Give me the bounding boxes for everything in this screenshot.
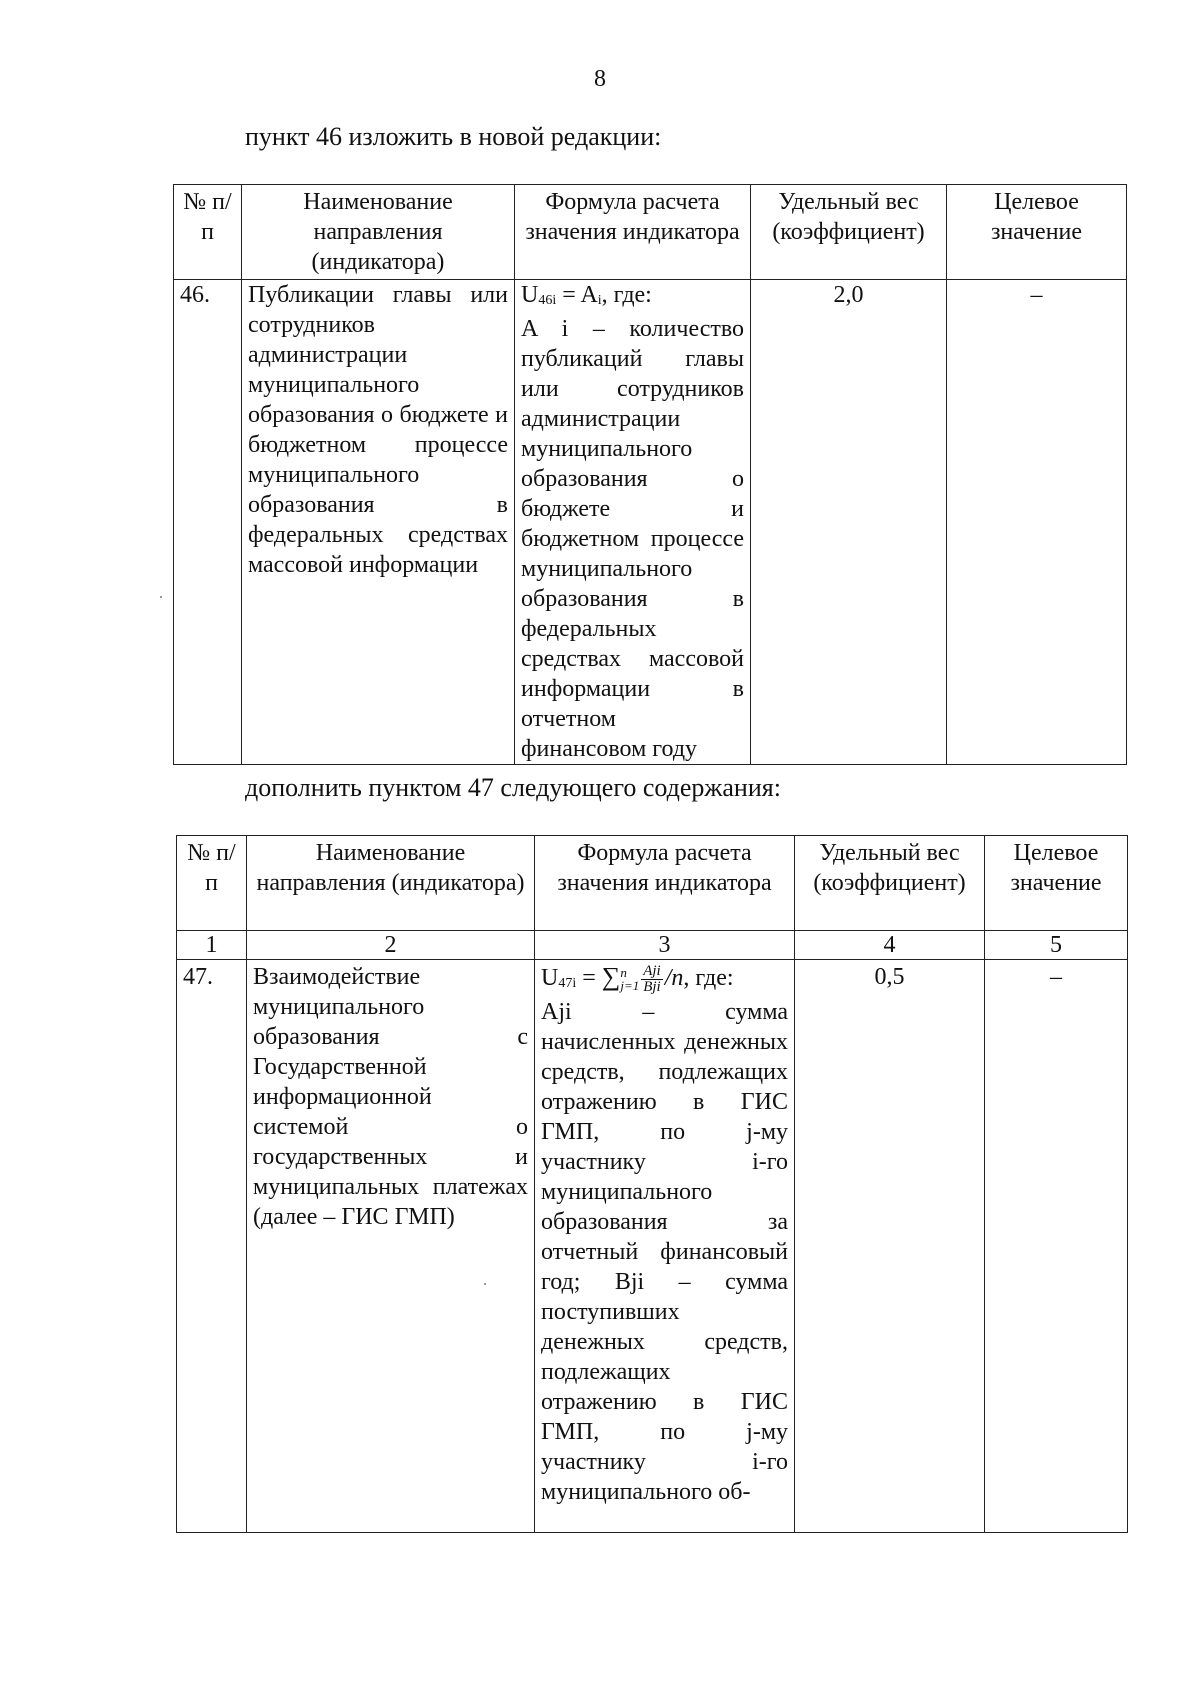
header-formula: Формула расчета значения индикатора [515, 185, 751, 280]
indicator-table-46 [173, 184, 1127, 765]
instruction-item-46: пункт 46 изложить в новой редакции: [245, 122, 662, 151]
column-number: 1 [177, 931, 247, 960]
header-number: № п/п [177, 836, 247, 931]
formula-expression: $U_{47i}$ = ∑ n j=1 $\frac{\text{Aji}}{\text{Bji}}$ /n, где: [541, 962, 734, 995]
formula-description: Aji – сумма начисленных денежных средств, подлежащих отражению в ГИС ГМП, по j-му участнику i-го муниципального образования за отчетный финансовый год; Bji – сумма поступивших денежных средств, подлежащих отражению в ГИС ГМП, по j-му участнику i-го муниципального об- [541, 999, 788, 1505]
table-header-row [177, 836, 1128, 931]
indicator-table-47 [176, 835, 1128, 1533]
row-number: 47. [177, 960, 247, 1533]
row-weight: 0,5 [795, 960, 985, 1533]
table-row [174, 280, 1127, 765]
formula-description: A i – количество публикаций главы или сотрудников администрации муниципального образования о бюджете и бюджетном процессе муниципального образования в федеральных средствах массовой информации в отчетном финансовом году [521, 316, 744, 762]
column-number: 2 [247, 931, 535, 960]
header-formula: Формула расчета значения индикатора [535, 836, 795, 931]
row-weight: 2,0 [751, 280, 947, 765]
row-formula [535, 960, 795, 1533]
row-target: – [947, 280, 1127, 765]
column-number-row [177, 931, 1128, 960]
column-number: 4 [795, 931, 985, 960]
scan-speck [160, 596, 162, 598]
header-target: Целевое значение [947, 185, 1127, 280]
row-target: – [985, 960, 1128, 1533]
row-formula [515, 280, 751, 765]
scan-speck [484, 1283, 486, 1285]
column-number: 5 [985, 931, 1128, 960]
table-header-row [174, 185, 1127, 280]
header-weight: Удельный вес (коэффициент) [751, 185, 947, 280]
row-indicator-name: Взаимодействие муниципального образования с Государственной информационной системой о государственных и муниципальных платежах (далее – ГИС ГМП) [247, 960, 535, 1533]
header-target: Целевое значение [985, 836, 1128, 931]
header-name: Наименование направления (индикатора) [247, 836, 535, 931]
page-number: 8 [594, 66, 606, 92]
formula-fraction: $\frac{\text{Aji}}{\text{Bji}}$ [643, 962, 661, 995]
instruction-item-47: дополнить пунктом 47 следующего содержания: [245, 773, 781, 802]
header-weight: Удельный вес (коэффициент) [795, 836, 985, 931]
formula-expression: $U_{46i} = A_i$, где: [521, 282, 652, 308]
row-number: 46. [174, 280, 242, 765]
header-name: Наименование направления (индикатора) [242, 185, 515, 280]
column-number: 3 [535, 931, 795, 960]
row-indicator-name: Публикации главы или сотрудников администрации муниципального образования о бюджете и бюджетном процессе муниципального образования в федеральных средствах массовой информации [242, 280, 515, 765]
table-row [177, 960, 1128, 1533]
header-number: № п/п [174, 185, 242, 280]
